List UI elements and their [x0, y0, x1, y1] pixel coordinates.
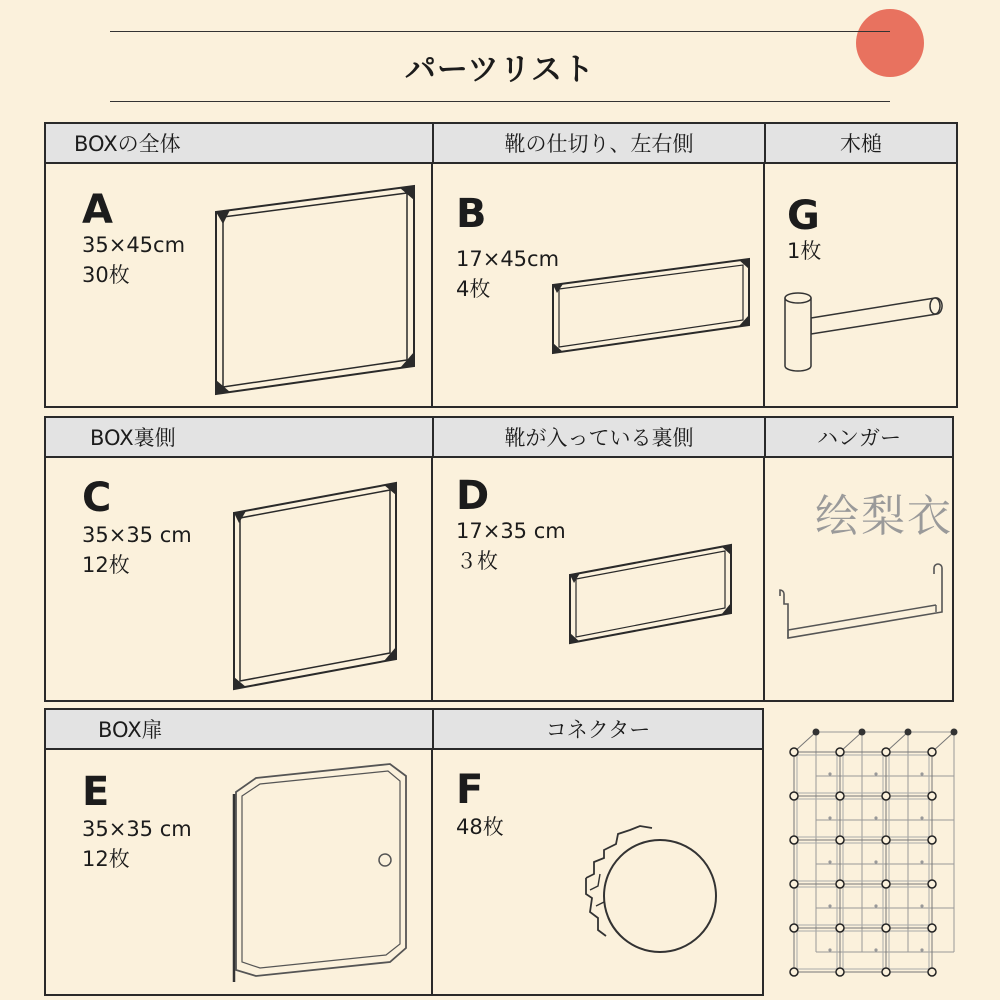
header-A	[46, 124, 432, 164]
door-panel-illustration	[230, 762, 410, 984]
part-size-B: 17×45cm	[456, 247, 560, 271]
panel-D-illustration	[568, 543, 734, 645]
mallet-illustration	[783, 288, 943, 374]
header-E	[46, 710, 432, 750]
part-count-G: 1枚	[787, 239, 822, 263]
panel-A-illustration	[214, 184, 416, 396]
part-size-D: 17×35 cm	[456, 519, 566, 543]
part-letter-G: G	[787, 193, 820, 239]
divider	[431, 458, 433, 702]
part-letter-D: D	[456, 473, 490, 519]
part-count-D: ３枚	[456, 549, 498, 573]
part-count-B: 4枚	[456, 277, 491, 301]
part-size-E: 35×35 cm	[82, 817, 192, 841]
part-count-F: 48枚	[456, 815, 504, 839]
part-letter-C: C	[82, 475, 112, 521]
watermark-text: 绘梨衣	[815, 491, 953, 542]
page-title: パーツリスト	[404, 52, 596, 88]
part-count-A: 30枚	[82, 263, 130, 287]
divider	[431, 164, 433, 408]
assembled-shelf-illustration	[784, 718, 960, 984]
header-A-label: BOXの全体	[74, 132, 181, 156]
header-hanger-label: ハンガー	[817, 426, 901, 450]
panel-C-illustration	[232, 481, 398, 693]
header-G	[764, 124, 956, 164]
part-letter-E: E	[82, 769, 110, 815]
part-letter-A: A	[82, 187, 113, 233]
header-D	[432, 418, 764, 458]
header-F	[432, 710, 762, 750]
header-D-label: 靴が入っている裏側	[504, 426, 694, 450]
part-size-C: 35×35 cm	[82, 523, 192, 547]
header-hanger	[764, 418, 952, 458]
header-B	[432, 124, 764, 164]
title-rule-bottom	[110, 101, 890, 102]
divider	[763, 458, 765, 702]
row2-frame	[44, 416, 954, 702]
header-B-label: 靴の仕切り、左右側	[504, 132, 694, 156]
header-E-label: BOX扉	[98, 718, 163, 742]
part-size-A: 35×45cm	[82, 233, 186, 257]
divider	[431, 750, 433, 996]
part-count-E: 12枚	[82, 847, 130, 871]
panel-B-illustration	[551, 257, 753, 357]
header-C	[46, 418, 432, 458]
part-letter-F: F	[456, 767, 484, 813]
part-letter-B: B	[456, 191, 487, 237]
title-rule-top	[110, 31, 890, 32]
header-F-label: コネクター	[545, 718, 651, 742]
hanger-illustration	[772, 560, 948, 644]
part-count-C: 12枚	[82, 553, 130, 577]
header-G-label: 木槌	[840, 132, 882, 156]
header-C-label: BOX裏側	[90, 426, 176, 450]
connector-illustration	[580, 822, 722, 962]
divider	[763, 164, 765, 408]
